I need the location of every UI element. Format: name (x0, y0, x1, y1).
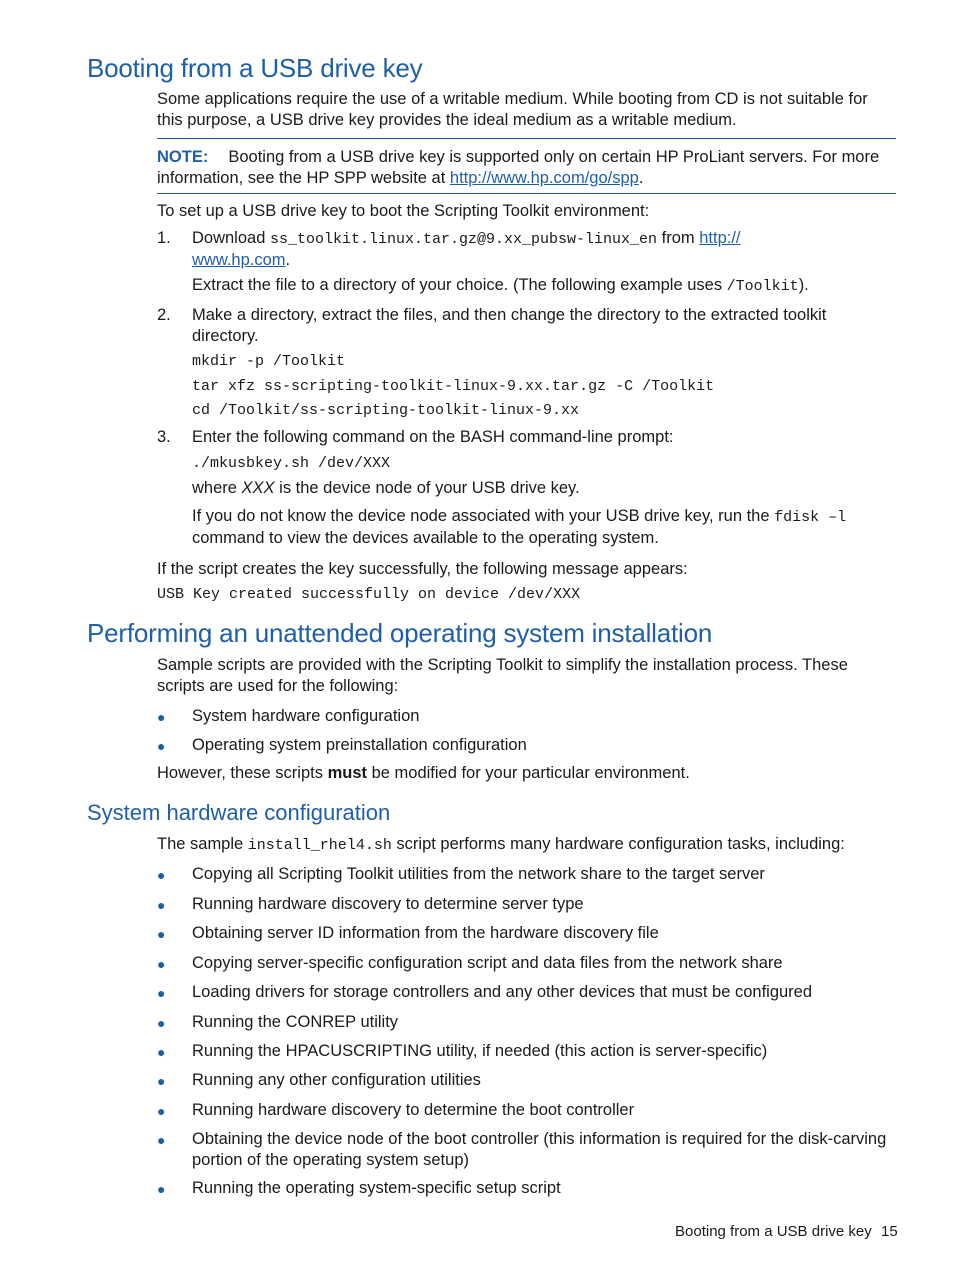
toolkit-path: /Toolkit (726, 278, 799, 295)
list-item: Running any other configuration utilities (192, 1071, 481, 1089)
however-paragraph: However, these scripts must be modified for your particular environment. (157, 764, 690, 782)
success-message-code: USB Key created successfully on device /dev/XXX (157, 586, 581, 603)
list-item: Copying all Scripting Toolkit utilities from the network share to the target server (192, 865, 765, 883)
bullet-dot: ● (157, 1132, 166, 1148)
hardware-intro-paragraph: The sample install_rhel4.sh script performs many hardware configuration tasks, including: (157, 835, 845, 854)
step-3-if-text: If you do not know the device node associated with your USB drive key, run the fdisk –l command to view the devices available to the operating system. (192, 507, 847, 547)
bullet-dot: ● (157, 1044, 166, 1060)
list-item: Running the operating system-specific setup script (192, 1179, 561, 1197)
list-item: Running the CONREP utility (192, 1013, 399, 1031)
note-text: Booting from a USB drive key is supported only on certain HP ProLiant servers. For more information, see the HP SPP website at (157, 148, 880, 187)
list-item: Operating system preinstallation configuration (192, 736, 527, 754)
download-filename: ss_toolkit.linux.tar.gz@9.xx_pubsw-linux_en (269, 231, 658, 248)
page-number: 15 (881, 1223, 898, 1240)
step-2-text: Make a directory, extract the files, and then change the directory to the extracted toolkit directory. (192, 306, 827, 345)
step-number-2: 2. (157, 306, 171, 324)
bullet-dot: ● (157, 738, 166, 754)
step-number-3: 3. (157, 428, 171, 446)
step-number-1: 1. (157, 229, 171, 247)
list-item: Loading drivers for storage controllers and any other devices that must be configured (192, 983, 813, 1001)
code-mkdir: mkdir -p /Toolkit (192, 353, 346, 370)
bullet-dot: ● (157, 1073, 166, 1089)
code-tar: tar xfz ss-scripting-toolkit-linux-9.xx.tar.gz -C /Toolkit (192, 378, 715, 395)
bullet-dot: ● (157, 709, 166, 725)
bullet-dot: ● (157, 956, 166, 972)
step-3-where-text: where XXX is the device node of your USB drive key. (192, 479, 580, 497)
bullet-dot: ● (157, 1103, 166, 1119)
note-box (157, 138, 896, 194)
bullet-dot: ● (157, 1015, 166, 1031)
success-text: If the script creates the key successfully, the following message appears: (157, 560, 688, 578)
code-mkusbkey: ./mkusbkey.sh /dev/XXX (192, 455, 391, 472)
fdisk-command: fdisk –l (774, 509, 847, 526)
spp-link[interactable]: http://www.hp.com/go/spp (449, 169, 639, 187)
list-item: Obtaining server ID information from the hardware discovery file (192, 924, 659, 942)
subsection-heading-hardware-config: System hardware configuration (87, 800, 391, 825)
footer-section-title: Booting from a USB drive key (675, 1223, 872, 1240)
step-3-text: Enter the following command on the BASH command-line prompt: (192, 428, 674, 446)
unattended-intro-paragraph: Sample scripts are provided with the Scripting Toolkit to simplify the installation process. These scripts are used for the following: (157, 656, 848, 695)
step-1-text: Download ss_toolkit.linux.tar.gz@9.xx_pubsw-linux_en from http:// www.hp.com. (192, 229, 741, 269)
list-item: Copying server-specific configuration script and data files from the network share (192, 954, 783, 972)
list-item: System hardware configuration (192, 707, 420, 725)
bullet-dot: ● (157, 897, 166, 913)
bullet-dot: ● (157, 867, 166, 883)
list-item: Running the HPACUSCRIPTING utility, if needed (this action is server-specific) (192, 1042, 768, 1060)
bullet-dot: ● (157, 985, 166, 1001)
note-label: NOTE: (157, 148, 209, 166)
setup-lead-text: To set up a USB drive key to boot the Scripting Toolkit environment: (157, 202, 650, 220)
usb-intro-paragraph: Some applications require the use of a writable medium. While booting from CD is not suitable for this purpose, a USB drive key provides the ideal medium as a writable medium. (157, 90, 868, 129)
bullet-dot: ● (157, 926, 166, 942)
bullet-dot: ● (157, 1181, 166, 1197)
hp-link-part1[interactable]: http:// (699, 229, 741, 247)
section-heading-unattended-install: Performing an unattended operating system installation (87, 618, 713, 648)
script-filename: install_rhel4.sh (247, 837, 392, 854)
list-item: Obtaining the device node of the boot controller (this information is required for the disk-carving portion of the operating system setup) (192, 1130, 887, 1169)
step-1-extract-text: Extract the file to a directory of your choice. (The following example uses /Toolkit). (192, 276, 809, 295)
note-paragraph: NOTE: Booting from a USB drive key is supported only on certain HP ProLiant servers. For more information, see the HP SPP website at http://www.hp.com/go/spp. (157, 148, 880, 187)
code-cd: cd /Toolkit/ss-scripting-toolkit-linux-9.xx (192, 402, 580, 419)
hp-link-part2[interactable]: www.hp.com (192, 251, 286, 269)
list-item: Running hardware discovery to determine the boot controller (192, 1101, 635, 1119)
list-item: Running hardware discovery to determine server type (192, 895, 584, 913)
section-heading-usb-boot: Booting from a USB drive key (87, 53, 423, 83)
